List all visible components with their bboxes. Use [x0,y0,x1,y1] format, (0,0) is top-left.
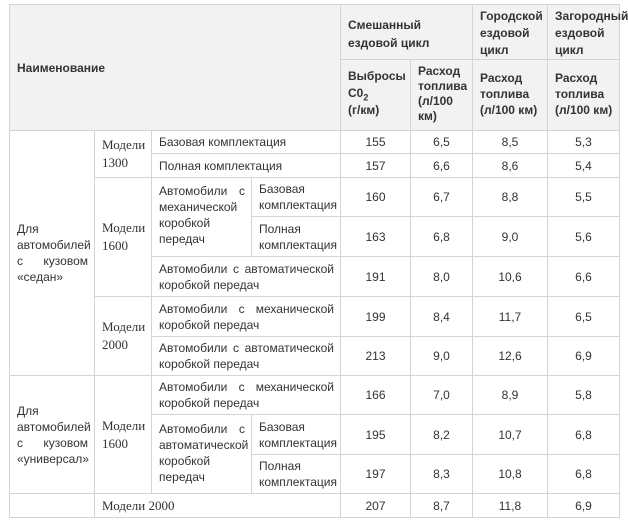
row5-mixed: 8,0 [411,257,473,297]
row6-country: 6,5 [548,297,620,337]
row9-city: 10,7 [473,415,548,455]
model-1600-wagon-label: Модели 1600 [95,376,152,494]
header-name: Наименование [9,4,341,131]
row4-mixed: 6,8 [411,217,473,257]
row6-mixed: 8,4 [411,297,473,337]
row7-country: 6,9 [548,337,620,376]
row11-mixed: 8,7 [411,494,473,518]
row1-trim: Базовая комплектация [152,131,341,154]
header-fuel-mixed: Расход топлива (л/100 км) [411,60,473,131]
row10-mixed: 8,3 [411,455,473,494]
model-1300-label: Модели 1300 [95,131,152,178]
row7-city: 12,6 [473,337,548,376]
row4-trim: Полная комплектация [252,217,341,257]
model-1600-sedan-label: Модели 1600 [95,178,152,297]
row7-auto-cars: Автомобили с автоматической коробкой передач [152,337,341,376]
row11-city: 11,8 [473,494,548,518]
row1-co2: 155 [341,131,411,154]
co2-subscript: 2 [363,92,369,103]
row9-co2: 195 [341,415,411,455]
header-city-cycle: Городской ездовой цикл [473,4,548,60]
row3-mixed: 6,7 [411,178,473,217]
row6-co2: 199 [341,297,411,337]
header-fuel-city: Расход топлива (л/100 км) [473,60,548,131]
row2-mixed: 6,6 [411,154,473,178]
row5-city: 10,6 [473,257,548,297]
header-country-cycle: Загородный ездовой цикл [548,4,620,60]
row5-country: 6,6 [548,257,620,297]
row4-country: 5,6 [548,217,620,257]
row4-city: 9,0 [473,217,548,257]
group-wagon: Для автомобилей с кузовом «универсал» [9,376,95,494]
row1-country: 5,3 [548,131,620,154]
row3-city: 8,8 [473,178,548,217]
header-mixed-cycle: Смешанный ездовой цикл [341,4,473,60]
row5-auto-cars: Автомобили с автоматической коробкой передач [152,257,341,297]
row6-city: 11,7 [473,297,548,337]
row2-country: 5,4 [548,154,620,178]
row4-co2: 163 [341,217,411,257]
header-fuel-country: Расход топлива (л/100 км) [548,60,620,131]
row11-country: 6,9 [548,494,620,518]
row10-city: 10,8 [473,455,548,494]
row10-trim: Полная комплектация [252,455,341,494]
row8-manual-cars: Автомобили с механической коробкой передач [152,376,341,415]
row1-city: 8,5 [473,131,548,154]
last-row-blank [9,494,95,518]
row11-co2: 207 [341,494,411,518]
row9-country: 6,8 [548,415,620,455]
group-sedan: Для автомобилей с кузовом «седан» [9,131,95,376]
auto-cars-wagon-1600: Автомобили с автоматической коробкой передач [152,415,252,494]
row3-co2: 160 [341,178,411,217]
row3-trim: Базовая комплектация [252,178,341,217]
manual-cars-sedan-1600: Автомобили с механической коробкой передач [152,178,252,257]
row7-mixed: 9,0 [411,337,473,376]
row10-country: 6,8 [548,455,620,494]
row2-co2: 157 [341,154,411,178]
row2-trim: Полная комплектация [152,154,341,178]
model-2000-label: Модели 2000 [95,297,152,376]
row9-trim: Базовая комплектация [252,415,341,455]
row10-co2: 197 [341,455,411,494]
co2-text: C0 [348,86,364,100]
row8-country: 5,8 [548,376,620,415]
row9-mixed: 8,2 [411,415,473,455]
row8-co2: 166 [341,376,411,415]
row5-co2: 191 [341,257,411,297]
header-emissions: Выбросы $C0_2$ (г/км) [341,60,411,131]
row2-city: 8,6 [473,154,548,178]
row11-model-2000: Модели 2000 [95,494,341,518]
row7-co2: 213 [341,337,411,376]
row3-country: 5,5 [548,178,620,217]
row8-mixed: 7,0 [411,376,473,415]
row8-city: 8,9 [473,376,548,415]
row6-manual-cars: Автомобили с механической коробкой передач [152,297,341,337]
row1-mixed: 6,5 [411,131,473,154]
